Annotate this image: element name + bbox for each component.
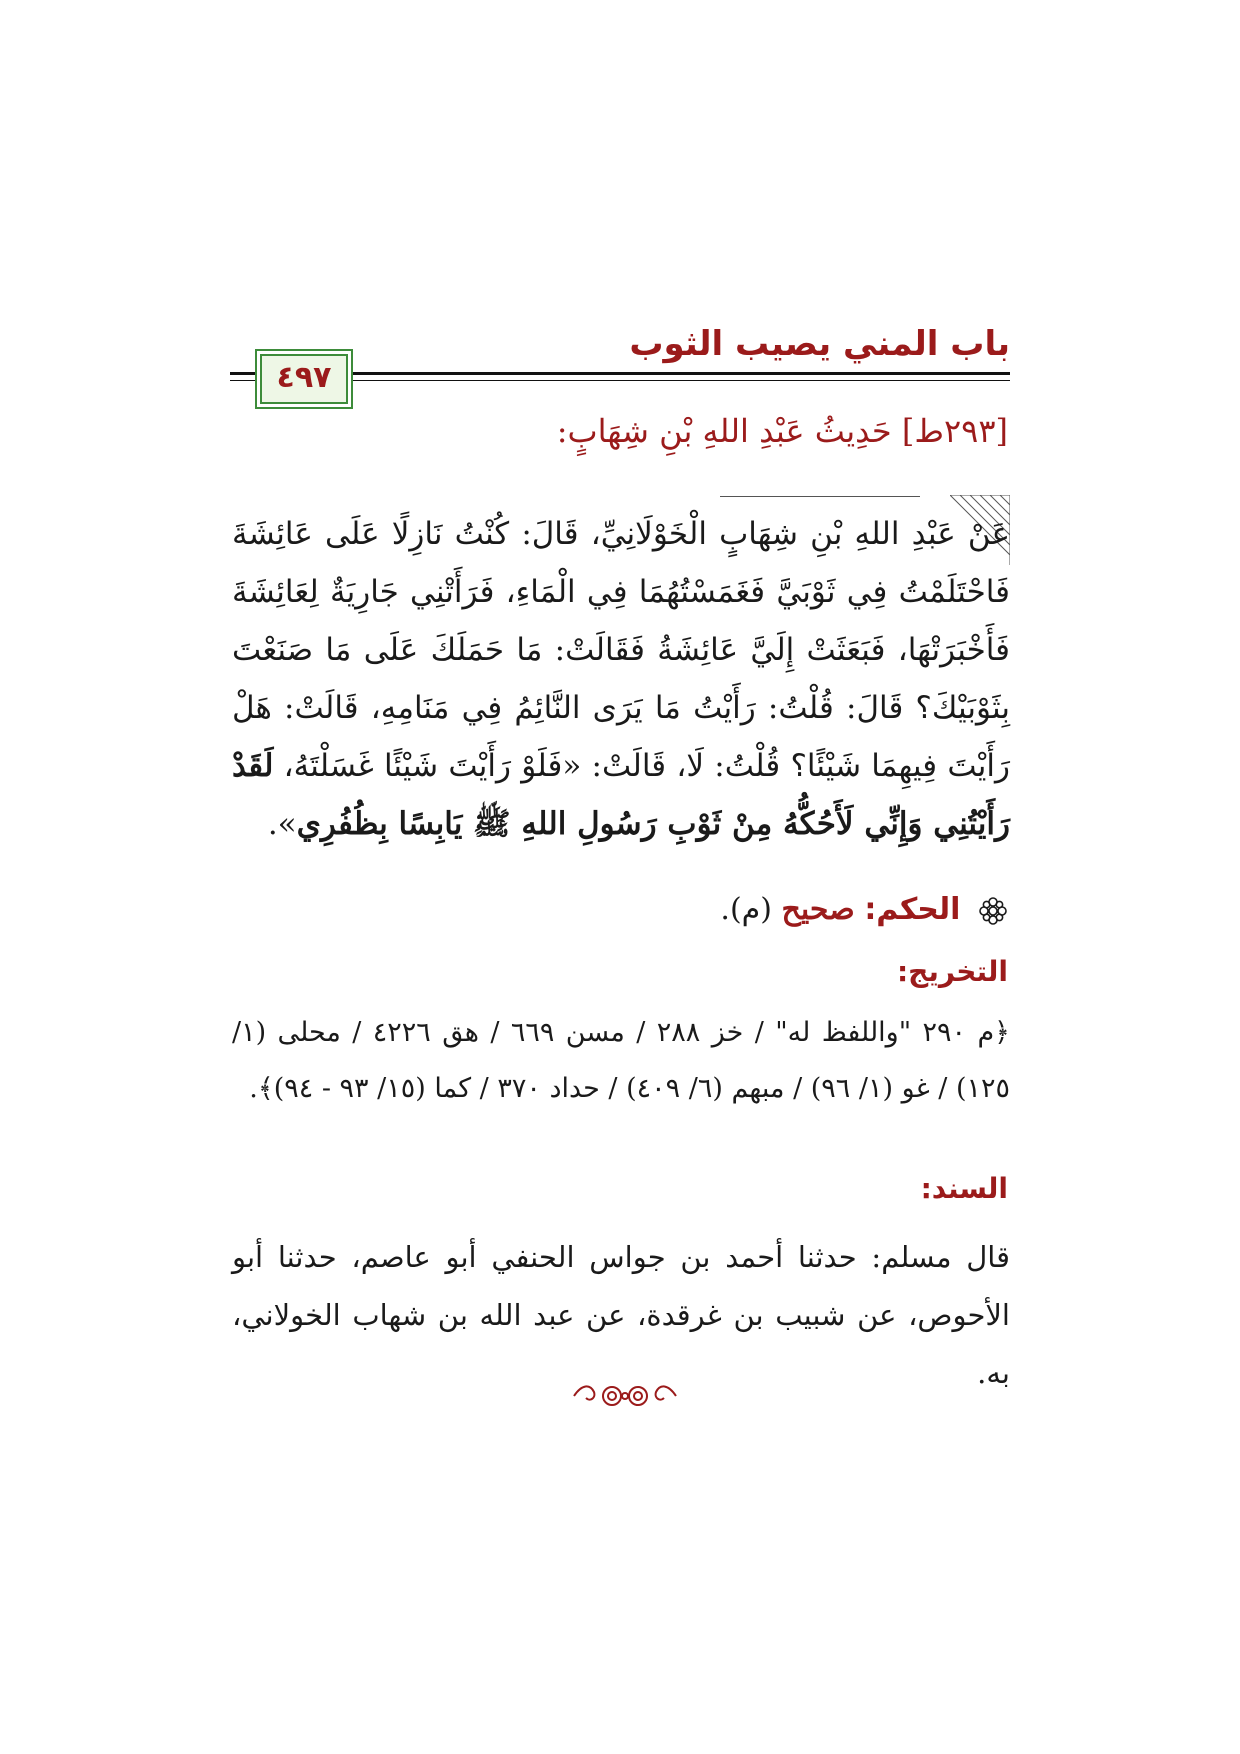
flower-icon (978, 896, 1008, 926)
ruling-line (720, 892, 1008, 927)
ruling-value: صحيح (781, 892, 855, 927)
header-rule-thin (348, 380, 1010, 381)
takhrij-text: ﴿م ٢٩٠ "واللفظ له" / خز ٢٨٨ / مسن ٦٦٩ / هق ٤٢٢٦ / محلى (١/ ١٢٥) / غو (١/ ٩٦) / مبهم (٦/ ٤٠٩) / حداد ٣٧٠ / كما (١٥/ ٩٣ - ٩٤)﴾. (232, 1017, 1010, 1104)
hadith-text-main: عَنْ عَبْدِ اللهِ بْنِ شِهَابٍ الْخَوْلَانِيِّ، قَالَ: كُنْتُ نَازِلًا عَلَى عَائِشَةَ فَاحْتَلَمْتُ فِي ثَوْبَيَّ فَغَمَسْتُهُمَا فِي الْمَاءِ، فَرَأَتْنِي جَارِيَةٌ لِعَائِشَةَ فَأَخْبَرَتْهَا، فَبَعَثَتْ إِلَيَّ عَائِشَةُ فَقَالَتْ: مَا حَمَلَكَ عَلَى مَا صَنَعْتَ بِثَوْبَيْكَ؟ قَالَ: قُلْتُ: رَأَيْتُ مَا يَرَى النَّائِمُ فِي مَنَامِهِ، قَالَتْ: هَلْ رَأَيْتَ فِيهِمَا شَيْئًا؟ قُلْتُ: لَا، قَالَتْ: «فَلَوْ رَأَيْتَ شَيْئًا غَسَلْتَهُ، (232, 516, 1010, 784)
heading-underline (720, 496, 920, 497)
ruling-note: (م). (720, 892, 772, 927)
hadith-text-end: ». (267, 806, 297, 842)
page-number: ٤٩٧ (276, 360, 332, 395)
running-header (230, 318, 1010, 398)
sanad-label: السند: (920, 1172, 1008, 1205)
hadith-text (232, 505, 1010, 853)
takhrij-label: التخريج: (896, 955, 1008, 988)
ruling-label: الحكم: (864, 892, 961, 927)
ornament-divider-icon (570, 1376, 680, 1416)
page-number-badge (260, 354, 348, 404)
header-rule (348, 372, 1010, 375)
sanad-text: قال مسلم: حدثنا أحمد بن جواس الحنفي أبو عاصم، حدثنا أبو الأحوص، عن شبيب بن غرقدة، عن عبد الله بن شهاب الخولاني، به. (232, 1240, 1010, 1390)
chapter-title: باب المني يصيب الثوب (629, 324, 1010, 364)
header-rule-left-thin (230, 380, 258, 381)
header-rule-left (230, 372, 258, 375)
hadith-heading: [٢٩٣ط] حَدِيثُ عَبْدِ اللهِ بْنِ شِهَابٍ: (556, 412, 1008, 450)
hadith-text-bold: لَقَدْ رَأَيْتُنِي وَإِنِّي لَأَحُكُّهُ مِنْ ثَوْبِ رَسُولِ اللهِ ﷺ يَابِسًا بِظُفُرِي (232, 748, 1010, 842)
